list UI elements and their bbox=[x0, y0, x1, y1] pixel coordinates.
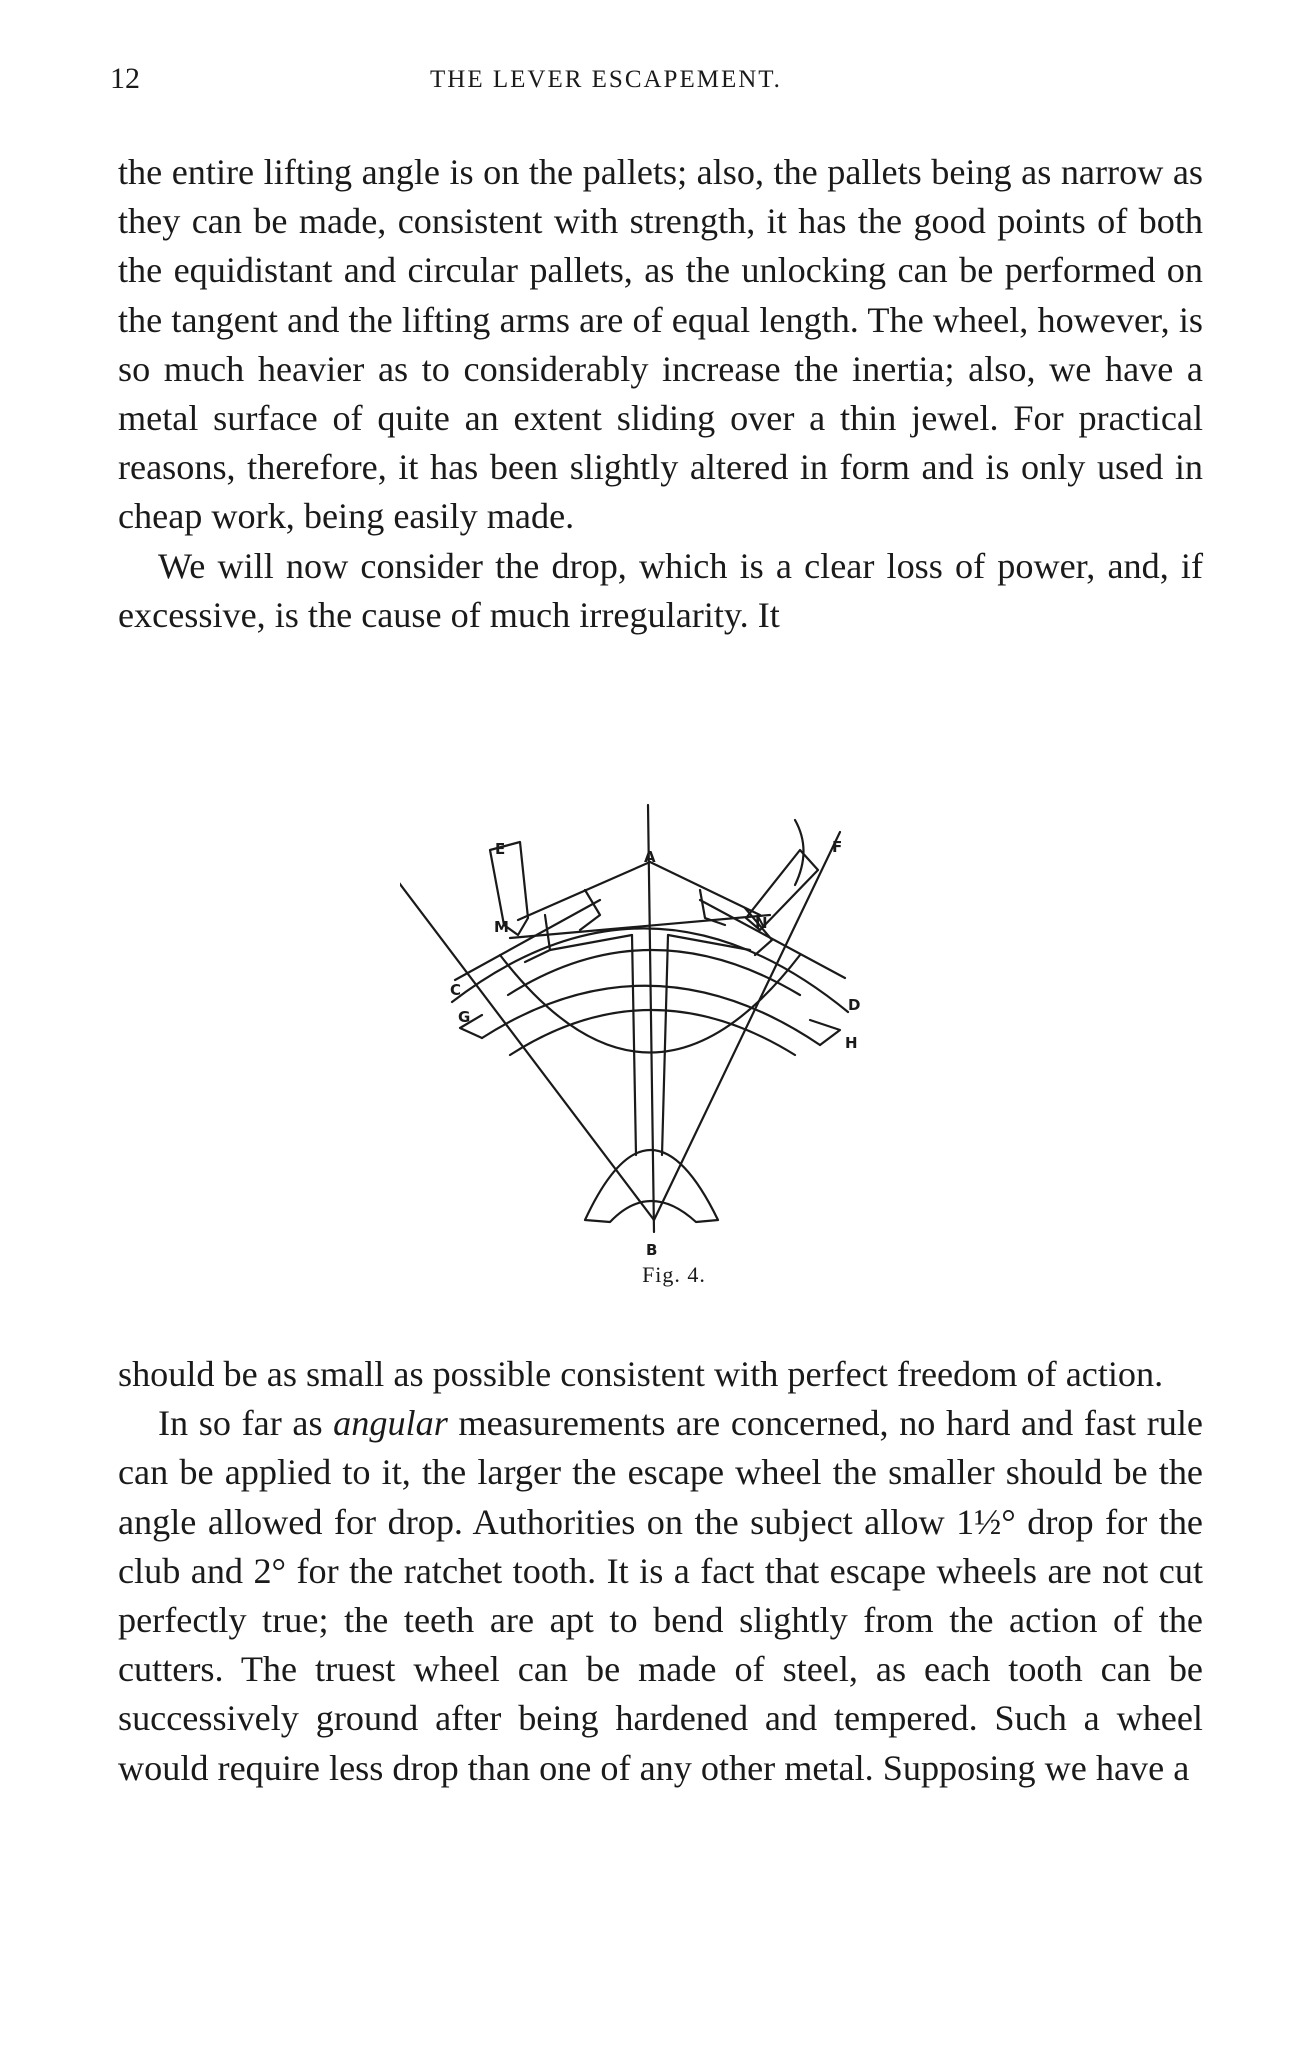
wheel-inner-arc bbox=[508, 950, 800, 995]
label-b: B bbox=[646, 1241, 658, 1259]
label-m: M bbox=[494, 918, 509, 936]
paragraph-text: In so far as bbox=[158, 1403, 334, 1444]
tangent-line-right bbox=[654, 832, 843, 1220]
tangent-line-left bbox=[400, 818, 654, 1220]
label-g: G bbox=[458, 1008, 471, 1026]
paragraph-text: measurements are concerned, no hard and fast rule can be applied to it, the larger the escape wheel the smaller should be the angle allowed for drop. Authorities on the subject allow 1½° drop for the club and 2° for the ratchet tooth. It is a fact that escape wheels are not cut perfectly true; the teeth are apt to bend slightly from the action of the cutters. The truest wheel can be made of steel, as each tooth can be successively ground after being hardened and tempered. Such a wheel would require less drop than one of any other metal. Supposing we have a bbox=[118, 1403, 1203, 1788]
text-block-top bbox=[118, 148, 1203, 640]
line-m-n bbox=[510, 915, 770, 938]
label-f: F bbox=[832, 838, 843, 856]
label-a: A bbox=[644, 848, 656, 866]
figure-caption bbox=[0, 1262, 1308, 1288]
label-c: C bbox=[450, 981, 462, 999]
escapement-diagram bbox=[400, 790, 920, 1270]
label-e: E bbox=[495, 840, 506, 858]
line-a-n bbox=[650, 862, 760, 915]
page-number: 12 bbox=[110, 62, 140, 95]
paragraph: should be as small as possible consistent with perfect freedom of action. bbox=[118, 1354, 1164, 1394]
line-m-a bbox=[518, 862, 650, 920]
paragraph: the entire lifting angle is on the pallets; also, the pallets being as narrow as they can be made, consistent with strength, it has the good points of both the equidistant and circular pallets, as the unlocking can be performed on the tangent and the lifting arms are of equal length. The wheel, however, is so much heavier as to considerably increase the inertia; also, we have a metal surface of quite an extent sliding over a thin jewel. For practical reasons, therefore, it has been slightly altered in form and is only used in cheap work, being easily made. bbox=[118, 152, 1203, 537]
figure-escapement-diagram bbox=[400, 790, 920, 1270]
text-block-bottom bbox=[118, 1350, 1203, 1793]
center-line-ab bbox=[648, 805, 654, 1232]
figure-caption-text: Fig. 4. bbox=[642, 1262, 706, 1287]
paragraph bbox=[118, 1399, 1203, 1793]
roller-table bbox=[585, 1150, 718, 1222]
label-d: D bbox=[848, 996, 861, 1014]
label-h: H bbox=[845, 1034, 858, 1052]
label-n: N bbox=[755, 914, 768, 932]
emphasis-angular: angular bbox=[333, 1403, 448, 1444]
running-title: THE LEVER ESCAPEMENT. bbox=[430, 66, 782, 93]
paragraph: We will now consider the drop, which is a clear loss of power, and, if excessive, is the cause of much irregularity. It bbox=[118, 545, 1203, 635]
running-head bbox=[110, 62, 1210, 102]
